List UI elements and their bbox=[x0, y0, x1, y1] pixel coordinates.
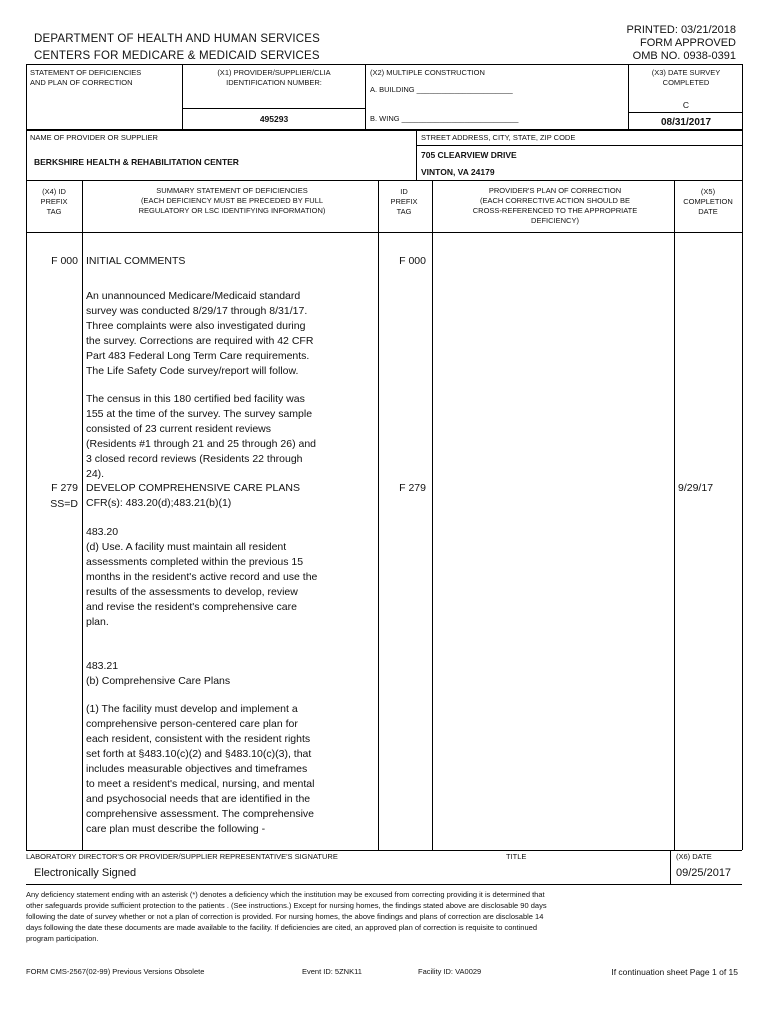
agency-title: CENTERS FOR MEDICARE & MEDICAID SERVICES bbox=[34, 50, 320, 62]
x4-header: (X4) ID PREFIX TAG bbox=[40, 187, 68, 216]
care-plans-title: DEVELOP COMPREHENSIVE CARE PLANS bbox=[86, 482, 300, 494]
printed-date: PRINTED: 03/21/2018 bbox=[626, 24, 736, 36]
building-field: A. BUILDING _______________________ bbox=[370, 85, 513, 94]
facility-id: Facility ID: VA0029 bbox=[418, 967, 482, 976]
city-state-zip: VINTON, VA 24179 bbox=[421, 167, 495, 177]
paragraph-survey: An unannounced Medicare/Medicaid standard survey was conducted 8/29/17 through 8/31/17. Three complaints were also investigated during the survey. Corrections are required with 42 CFR Part 483 Federal Long Term Care requirements. The Life Safety Code survey/report will follow. bbox=[86, 290, 314, 377]
initial-comments-title: INITIAL COMMENTS bbox=[86, 255, 186, 267]
x5-header: (X5) COMPLETION DATE bbox=[683, 187, 733, 216]
x3-code: C bbox=[682, 100, 690, 110]
paragraph-483-21: 483.21 (b) Comprehensive Care Plans bbox=[86, 660, 231, 687]
tag-f279: F 279 bbox=[51, 482, 78, 494]
event-id: Event ID: 5ZNK11 bbox=[302, 967, 362, 976]
completion-date: 9/29/17 bbox=[678, 482, 714, 494]
statement-label: STATEMENT OF DEFICIENCIES AND PLAN OF CORRECTION bbox=[30, 68, 142, 87]
cfr-reference: CFR(s): 483.20(d);483.21(b)(1) bbox=[86, 497, 232, 509]
x3-label: (X3) DATE SURVEY COMPLETED bbox=[651, 68, 721, 87]
form-approved: FORM APPROVED bbox=[640, 37, 736, 49]
provider-name-label: NAME OF PROVIDER OR SUPPLIER bbox=[30, 133, 158, 142]
summary-header: SUMMARY STATEMENT OF DEFICIENCIES (EACH DEFICIENCY MUST BE PRECEDED BY FULL REGULATORY OR LSC IDENTIFYING INFORMATION) bbox=[138, 186, 326, 215]
paragraph-483-20: 483.20 (d) Use. A facility must maintain all resident assessments completed within the previous 15 months in the resident's active record and use the results of the assessments to develop, review and revise the resident's comprehensive care plan. bbox=[86, 526, 318, 628]
provider-name: BERKSHIRE HEALTH & REHABILITATION CENTER bbox=[34, 157, 239, 167]
x1-value: 495293 bbox=[259, 114, 289, 124]
id-header: ID PREFIX TAG bbox=[390, 187, 418, 216]
signature-date: 09/25/2017 bbox=[676, 867, 732, 879]
signature-date-label: (X6) DATE bbox=[676, 852, 712, 861]
wing-field: B. WING ____________________________ bbox=[370, 114, 519, 123]
scope-severity: SS=D bbox=[50, 498, 78, 510]
signature-value: Electronically Signed bbox=[34, 867, 137, 879]
paragraph-care-plan: (1) The facility must develop and implement a comprehensive person-centered care plan for each resident, consistent with the resident rights set forth at §483.10(c)(2) and §483.10(c)(3), that includes measurable objectives and timeframes to meet a resident's medical, nursing, and mental and psychosocial needs that are identified in the comprehensive assessment. The comprehensive care plan must describe the following - bbox=[86, 703, 315, 835]
disclaimer: Any deficiency statement ending with an asterisk (*) denotes a deficiency which the institution may be excused from correcting providing it is determined that other safeguards provide sufficient protection to the patients . (See instructions.) Except for nursing homes, the findings stated above are disclosable 90 days following the date of survey whether or not a plan of correction is provided. For nursing homes, the above findings and plans of correction are disclosable 14 days following the date these documents are made available to the facility. If deficiencies are cited, an approved plan of correction is requisite to continued program participation. bbox=[26, 890, 547, 943]
x2-label: (X2) MULTIPLE CONSTRUCTION bbox=[370, 68, 485, 77]
title-label: TITLE bbox=[506, 852, 527, 861]
signature-label: LABORATORY DIRECTOR'S OR PROVIDER/SUPPLIER REPRESENTATIVE'S SIGNATURE bbox=[26, 852, 338, 861]
x1-label: (X1) PROVIDER/SUPPLIER/CLIA IDENTIFICATION NUMBER: bbox=[217, 68, 331, 87]
x3-value: 08/31/2017 bbox=[660, 117, 712, 128]
tag-f279-right: F 279 bbox=[399, 482, 426, 494]
tag-f000: F 000 bbox=[51, 255, 78, 267]
address-label: STREET ADDRESS, CITY, STATE, ZIP CODE bbox=[421, 133, 576, 142]
street-address: 705 CLEARVIEW DRIVE bbox=[421, 150, 517, 160]
paragraph-census: The census in this 180 certified bed facility was 155 at the time of the survey. The survey sample consisted of 23 current resident reviews (Residents #1 through 21 and 25 through 26) and 3 closed record reviews (Residents 22 through 24). bbox=[86, 393, 317, 480]
plan-header: PROVIDER'S PLAN OF CORRECTION (EACH CORRECTIVE ACTION SHOULD BE CROSS-REFERENCED TO THE APPROPRIATE DEFICIENCY) bbox=[472, 186, 638, 225]
page-indicator: If continuation sheet Page 1 of 15 bbox=[611, 967, 738, 977]
tag-f000-right: F 000 bbox=[399, 255, 426, 267]
form-number: FORM CMS-2567(02-99) Previous Versions Obsolete bbox=[26, 967, 205, 976]
omb-number: OMB NO. 0938-0391 bbox=[632, 50, 736, 62]
department-title: DEPARTMENT OF HEALTH AND HUMAN SERVICES bbox=[34, 33, 320, 45]
